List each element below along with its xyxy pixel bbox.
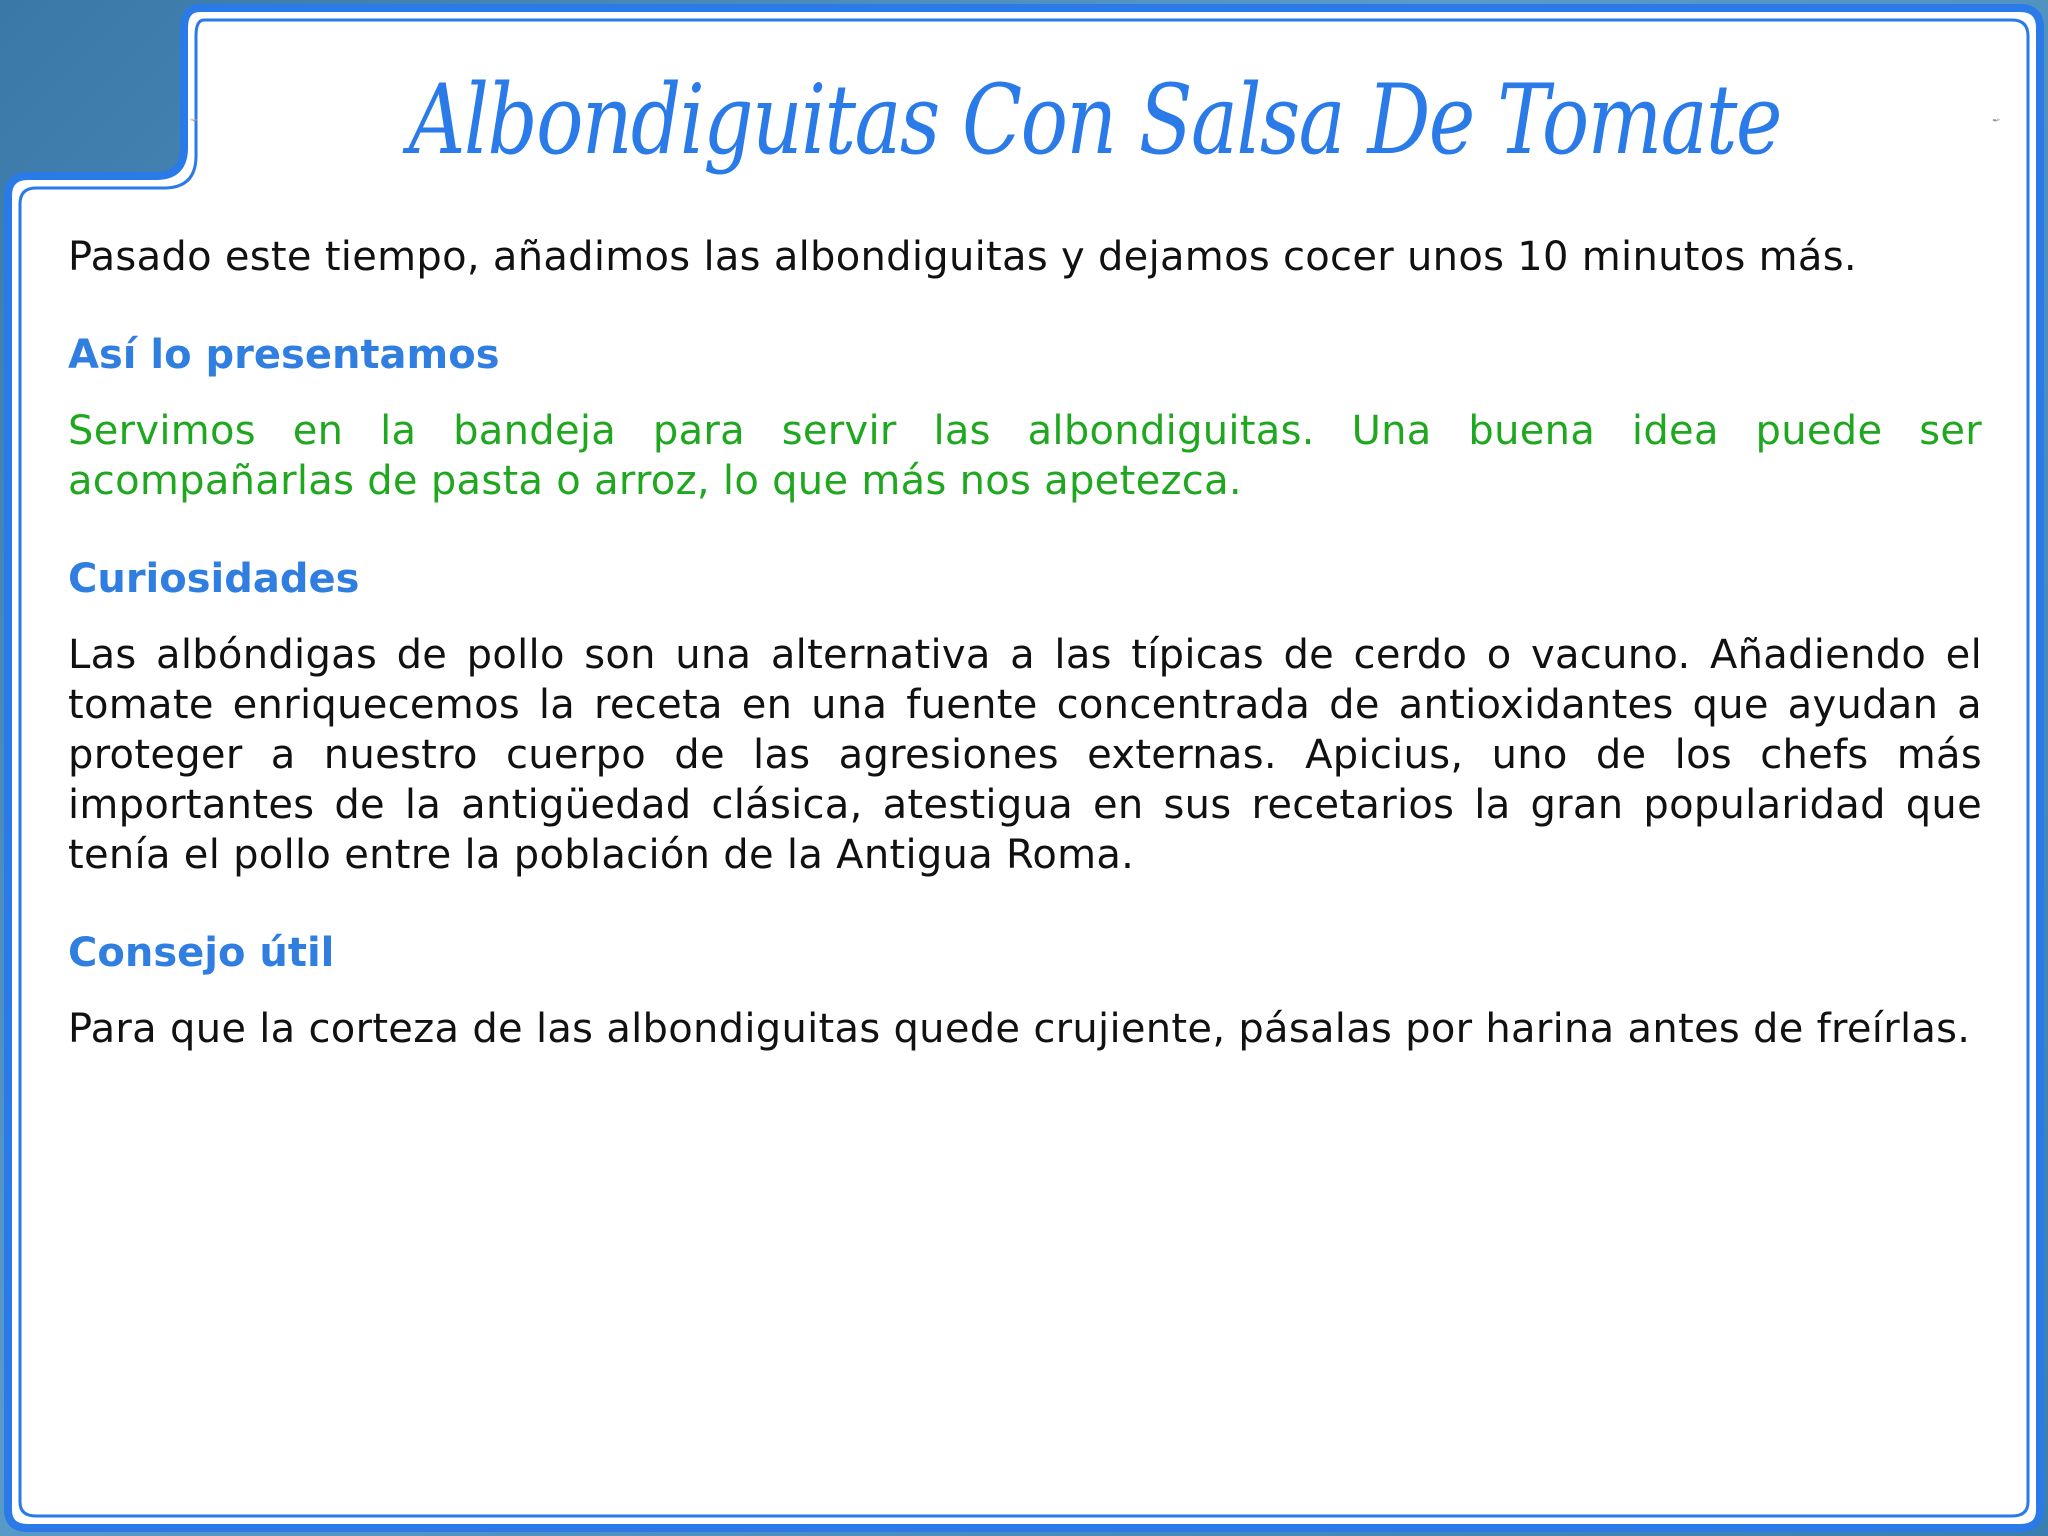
presentation-heading: Así lo presentamos (68, 332, 500, 378)
flourish-right-icon (1992, 80, 2000, 160)
recipe-content (68, 232, 1982, 1054)
curiosities-paragraph: Las albóndigas de pollo son una alternativa a las típicas de cerdo o vacuno. Añadiendo el tomate enriquecemos la receta en una fuente concentrada de antioxidantes que ayudan a proteger a nuestro cuerpo de las agresiones externas. Apicius, uno de los chefs más importantes de la antigüedad clásica, atestigua en sus recetarios la gran popularidad que tenía el pollo entre la población de la Antigua Roma. (68, 632, 1982, 878)
tip-paragraph: Para que la corteza de las albondiguitas quede crujiente, pásalas por harina antes de freírlas. (68, 1006, 1971, 1052)
title-row (190, 40, 2000, 200)
flourish-left-icon (190, 80, 198, 160)
tip-heading: Consejo útil (68, 930, 335, 976)
curiosities-heading: Curiosidades (68, 556, 360, 602)
intro-paragraph: Pasado este tiempo, añadimos las albondiguitas y dejamos cocer unos 10 minutos más. (68, 234, 1857, 280)
page-title: Albondiguitas Con Salsa De Tomate (408, 64, 1782, 176)
presentation-paragraph: Servimos en la bandeja para servir las albondiguitas. Una buena idea puede ser acompañarlas de pasta o arroz, lo que más nos apetezca. (68, 408, 1982, 504)
